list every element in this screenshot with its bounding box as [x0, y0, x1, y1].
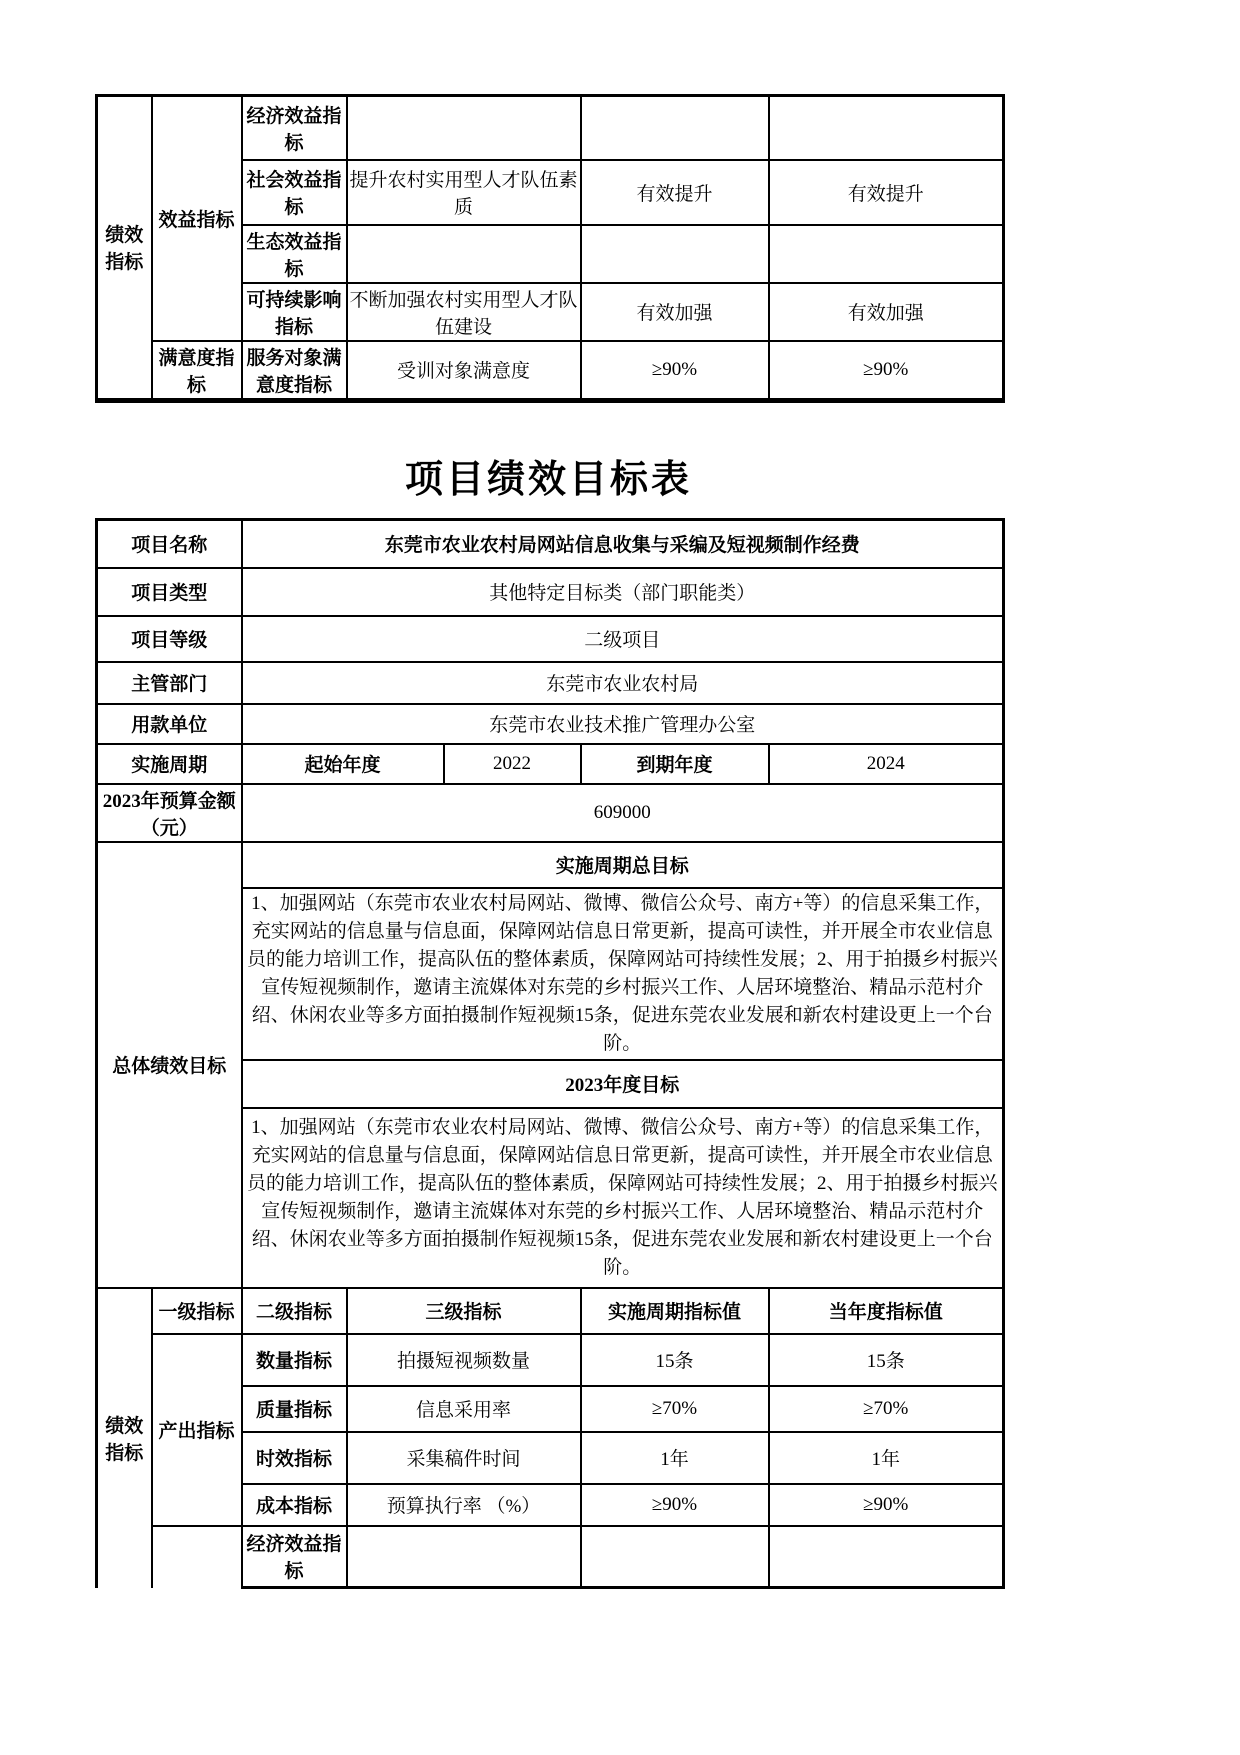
header-period-value: 实施周期指标值	[581, 1288, 769, 1334]
level1-indicator-label: 绩效指标	[97, 96, 152, 401]
service-target-satisfaction-label: 服务对象满意度指标	[242, 341, 347, 401]
level3-cell	[347, 225, 581, 283]
level3-cell: 拍摄短视频数量	[347, 1334, 581, 1386]
year-value-cell: ≥90%	[769, 341, 1004, 401]
header-year-value: 当年度指标值	[769, 1288, 1004, 1334]
period-value-cell: ≥90%	[581, 341, 769, 401]
quality-indicator-label: 质量指标	[242, 1386, 347, 1432]
level3-cell: 预算执行率 （%）	[347, 1484, 581, 1526]
period-value-cell	[581, 96, 769, 160]
period-goal-text: 1、加强网站（东莞市农业农村局网站、微博、微信公众号、南方+等）的信息采集工作，充实网站的信息量与信息面，保障网站信息日常更新，提高可读性，并开展全市农业信息员的能力培训工作，提高队伍的整体素质，保障网站可持续性发展；2、用于拍摄乡村振兴宣传短视频制作，邀请主流媒体对东莞的乡村振兴工作、人居环境整治、精品示范村介绍、休闲农业等多方面拍摄制作短视频15条，促进东莞农业发展和新农村建设更上一个台阶。	[242, 888, 1004, 1060]
period-value-cell: 1年	[581, 1432, 769, 1484]
header-level3: 三级指标	[347, 1288, 581, 1334]
budget-2023-value: 609000	[242, 784, 1004, 842]
level3-cell: 提升农村实用型人才队伍素质	[347, 160, 581, 225]
table-row	[97, 520, 1004, 568]
supervising-dept-value: 东莞市农业农村局	[242, 662, 1004, 704]
table-row	[97, 96, 1004, 160]
period-value-cell: 有效加强	[581, 283, 769, 341]
table-row	[97, 1334, 1004, 1386]
header-level1: 一级指标	[152, 1288, 242, 1334]
year-value-cell: 1年	[769, 1432, 1004, 1484]
end-year-label: 到期年度	[581, 744, 769, 784]
funding-unit-label: 用款单位	[97, 704, 242, 744]
level3-cell	[347, 96, 581, 160]
project-target-table	[95, 518, 1005, 1589]
table-row	[97, 662, 1004, 704]
level3-cell	[347, 1526, 581, 1588]
benefit-indicator-group-label: 效益指标	[152, 96, 242, 341]
year-value-cell	[769, 225, 1004, 283]
table-row	[97, 704, 1004, 744]
table-row	[97, 842, 1004, 888]
quantity-indicator-label: 数量指标	[242, 1334, 347, 1386]
supervising-dept-label: 主管部门	[97, 662, 242, 704]
eco-benefit-label: 生态效益指标	[242, 225, 347, 283]
table-row	[97, 616, 1004, 662]
table-row	[97, 568, 1004, 616]
year-value-cell: ≥90%	[769, 1484, 1004, 1526]
end-year-value: 2024	[769, 744, 1004, 784]
satisfaction-indicator-label: 满意度指标	[152, 341, 242, 401]
period-value-cell: 有效提升	[581, 160, 769, 225]
year-value-cell: 15条	[769, 1334, 1004, 1386]
budget-2023-label: 2023年预算金额（元）	[97, 784, 242, 842]
table-row	[97, 744, 1004, 784]
table-row	[97, 341, 1004, 401]
period-value-cell: ≥70%	[581, 1386, 769, 1432]
economic-benefit-label: 经济效益指标	[242, 1526, 347, 1588]
level1-indicator-label: 绩效指标	[97, 1288, 152, 1588]
year-value-cell: 有效加强	[769, 283, 1004, 341]
year-value-cell	[769, 96, 1004, 160]
project-name-label: 项目名称	[97, 520, 242, 568]
timeliness-indicator-label: 时效指标	[242, 1432, 347, 1484]
project-name-value: 东莞市农业农村局网站信息收集与采编及短视频制作经费	[242, 520, 1004, 568]
funding-unit-value: 东莞市农业技术推广管理办公室	[242, 704, 1004, 744]
economic-benefit-label: 经济效益指标	[242, 96, 347, 160]
year-goal-header: 2023年度目标	[242, 1060, 1004, 1108]
period-goal-header: 实施周期总目标	[242, 842, 1004, 888]
performance-indicators-table-top	[95, 94, 1005, 403]
period-value-cell: 15条	[581, 1334, 769, 1386]
level3-cell: 不断加强农村实用型人才队伍建设	[347, 283, 581, 341]
period-value-cell	[581, 1526, 769, 1588]
implementation-period-label: 实施周期	[97, 744, 242, 784]
social-benefit-label: 社会效益指标	[242, 160, 347, 225]
level3-cell: 信息采用率	[347, 1386, 581, 1432]
cost-indicator-label: 成本指标	[242, 1484, 347, 1526]
start-year-value: 2022	[444, 744, 581, 784]
period-value-cell	[581, 225, 769, 283]
year-value-cell	[769, 1526, 1004, 1588]
output-indicator-group-label: 产出指标	[152, 1334, 242, 1526]
table-row	[97, 1288, 1004, 1334]
header-level2: 二级指标	[242, 1288, 347, 1334]
project-grade-value: 二级项目	[242, 616, 1004, 662]
period-value-cell: ≥90%	[581, 1484, 769, 1526]
project-type-label: 项目类型	[97, 568, 242, 616]
year-value-cell: ≥70%	[769, 1386, 1004, 1432]
table-row	[97, 784, 1004, 842]
sustainable-impact-label: 可持续影响指标	[242, 283, 347, 341]
year-goal-text: 1、加强网站（东莞市农业农村局网站、微博、微信公众号、南方+等）的信息采集工作，充实网站的信息量与信息面，保障网站信息日常更新，提高可读性，并开展全市农业信息员的能力培训工作，提高队伍的整体素质，保障网站可持续性发展；2、用于拍摄乡村振兴宣传短视频制作，邀请主流媒体对东莞的乡村振兴工作、人居环境整治、精品示范村介绍、休闲农业等多方面拍摄制作短视频15条，促进东莞农业发展和新农村建设更上一个台阶。	[242, 1108, 1004, 1288]
year-value-cell: 有效提升	[769, 160, 1004, 225]
start-year-label: 起始年度	[242, 744, 444, 784]
benefit-group-cell-empty	[152, 1526, 242, 1588]
level3-cell: 受训对象满意度	[347, 341, 581, 401]
project-type-value: 其他特定目标类（部门职能类）	[242, 568, 1004, 616]
overall-goal-label: 总体绩效目标	[97, 842, 242, 1288]
project-grade-label: 项目等级	[97, 616, 242, 662]
page-title: 项目绩效目标表	[404, 459, 692, 501]
table-row	[97, 1526, 1004, 1588]
level3-cell: 采集稿件时间	[347, 1432, 581, 1484]
